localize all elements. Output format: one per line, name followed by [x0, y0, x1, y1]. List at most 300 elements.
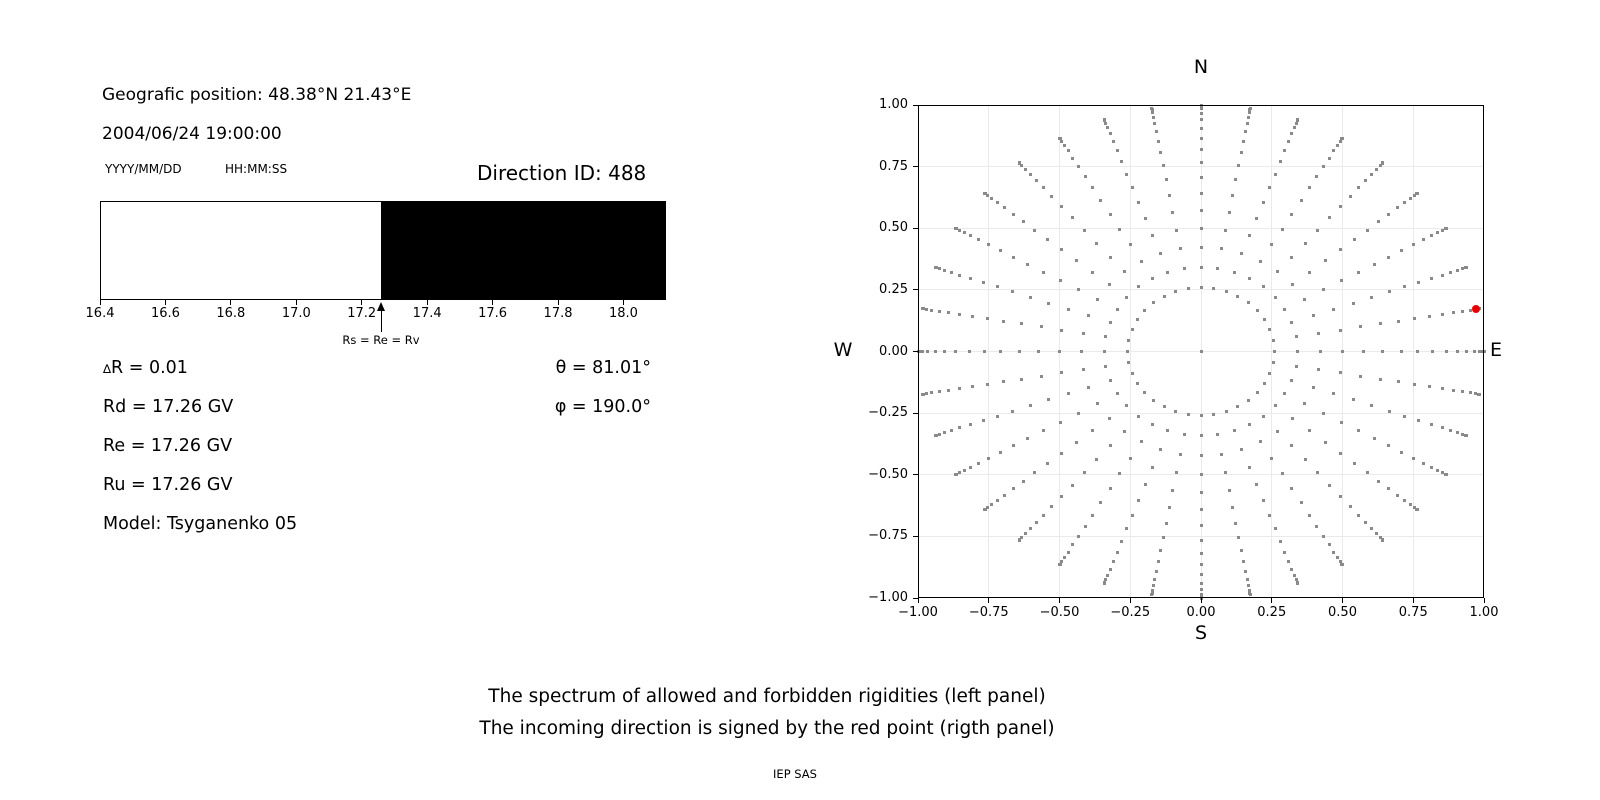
direction-grid-dot [1422, 238, 1425, 241]
direction-grid-dot [1276, 430, 1279, 433]
direction-grid-dot [1428, 315, 1431, 318]
spectrum-x-tick [296, 300, 297, 305]
direction-grid-dot [954, 473, 957, 476]
direction-grid-dot [1071, 157, 1074, 160]
direction-grid-dot [1387, 256, 1390, 259]
direction-grid-dot [1162, 164, 1165, 167]
direction-grid-dot [1029, 173, 1032, 176]
direction-grid-dot [1163, 295, 1166, 298]
re-text: Re = 17.26 GV [103, 436, 233, 456]
direction-grid-dot [1106, 574, 1109, 577]
direction-grid-dot [1248, 423, 1251, 426]
direction-grid-dot [1091, 271, 1094, 274]
direction-grid-dot [1200, 414, 1203, 417]
direction-grid-dot [921, 393, 924, 396]
direction-grid-dot [1322, 165, 1325, 168]
direction-grid-dot [947, 311, 950, 314]
direction-grid-dot [996, 285, 999, 288]
direction-grid-dot [1129, 457, 1132, 460]
direction-grid-dot [1002, 380, 1005, 383]
spectrum-x-tick-label: 16.6 [150, 306, 180, 321]
direction-grid-dot [930, 391, 933, 394]
direction-grid-dot [1397, 380, 1400, 383]
direction-grid-dot [1290, 487, 1293, 490]
direction-grid-dot [1339, 371, 1342, 374]
direction-grid-dot [1381, 350, 1384, 353]
direction-grid-dot [1143, 391, 1146, 394]
direction-grid-dot [1022, 220, 1025, 223]
direction-grid-dot [1026, 437, 1029, 440]
direction-grid-dot [930, 309, 933, 312]
direction-grid-dot [1324, 441, 1327, 444]
direction-grid-dot [1022, 480, 1025, 483]
direction-grid-dot [947, 389, 950, 392]
direction-grid-dot [983, 350, 986, 353]
direction-grid-dot [1396, 494, 1399, 497]
direction-grid-dot [1255, 483, 1258, 486]
direction-grid-dot [1291, 283, 1294, 286]
spectrum-x-tick [558, 300, 559, 305]
direction-y-tick [913, 228, 918, 229]
direction-y-tick-label: −0.75 [868, 528, 908, 544]
direction-grid-dot [1379, 378, 1382, 381]
direction-grid-dot [1483, 350, 1486, 353]
direction-grid-dot [1077, 535, 1080, 538]
direction-grid-dot [1373, 263, 1376, 266]
direction-y-tick [913, 351, 918, 352]
direction-grid-dot [1157, 140, 1160, 143]
direction-y-tick-label: −0.50 [868, 466, 908, 482]
direction-grid-dot [1200, 508, 1203, 511]
direction-grid-dot [1200, 582, 1203, 585]
direction-grid-dot [1375, 168, 1378, 171]
direction-grid-dot [1456, 269, 1459, 272]
direction-grid-dot [1035, 179, 1038, 182]
direction-grid-dot [1152, 116, 1155, 119]
direction-grid-dot [1200, 573, 1203, 576]
direction-grid-dot [1083, 471, 1086, 474]
direction-x-tick [1413, 598, 1414, 603]
direction-grid-dot [1228, 489, 1231, 492]
direction-grid-dot [1029, 404, 1032, 407]
direction-grid-dot [1144, 217, 1147, 220]
direction-grid-dot [1174, 410, 1177, 413]
direction-grid-dot [1290, 213, 1293, 216]
direction-grid-dot [982, 281, 985, 284]
direction-grid-dot [1150, 593, 1153, 596]
direction-grid-dot [1416, 508, 1419, 511]
direction-grid-dot [977, 238, 980, 241]
direction-grid-dot [1125, 173, 1128, 176]
direction-grid-dot [1168, 506, 1171, 509]
direction-grid-dot [1096, 402, 1099, 405]
direction-grid-dot [1047, 398, 1050, 401]
direction-grid-dot [1200, 286, 1203, 289]
direction-grid-dot [1029, 296, 1032, 299]
direction-grid-dot [1020, 378, 1023, 381]
direction-grid-dot [1003, 494, 1006, 497]
direction-grid-dot [1362, 350, 1365, 353]
direction-grid-dot [1168, 194, 1171, 197]
direction-grid-dot [1200, 473, 1203, 476]
direction-grid-dot [1287, 140, 1290, 143]
direction-grid-dot [1236, 295, 1239, 298]
direction-grid-dot [1137, 499, 1140, 502]
direction-grid-dot [1240, 448, 1243, 451]
direction-x-tick-label: 0.00 [1186, 605, 1216, 620]
direction-grid-dot [1129, 243, 1132, 246]
direction-grid-dot [996, 415, 999, 418]
direction-grid-dot [925, 392, 928, 395]
direction-grid-dot [1478, 393, 1481, 396]
direction-grid-dot [1452, 389, 1455, 392]
direction-grid-dot [1357, 514, 1360, 517]
direction-grid-dot [1465, 434, 1468, 437]
direction-grid-dot [1018, 539, 1021, 542]
direction-grid-dot [1159, 252, 1162, 255]
delta-r-value: R = 0.01 [111, 358, 188, 378]
plot-gridline-horizontal [918, 536, 1484, 537]
direction-grid-dot [1430, 466, 1433, 469]
direction-grid-dot [1165, 178, 1168, 181]
direction-grid-dot [1067, 308, 1070, 311]
direction-grid-dot [1430, 234, 1433, 237]
direction-grid-dot [1281, 472, 1284, 475]
direction-grid-dot [1340, 421, 1343, 424]
direction-grid-dot [1200, 137, 1203, 140]
direction-grid-dot [1060, 371, 1063, 374]
direction-grid-dot [1279, 160, 1282, 163]
delta-r-text [103, 358, 188, 378]
direction-grid-dot [1046, 238, 1049, 241]
compass-north-label: N [1193, 56, 1209, 78]
direction-grid-dot [1103, 118, 1106, 121]
spectrum-x-tick [623, 300, 624, 305]
direction-grid-dot [1281, 228, 1284, 231]
direction-grid-dot [938, 390, 941, 393]
direction-grid-dot [1077, 165, 1080, 168]
direction-grid-dot [1136, 382, 1139, 385]
direction-grid-dot [1293, 126, 1296, 129]
direction-grid-dot [1109, 379, 1112, 382]
direction-grid-dot [1067, 551, 1070, 554]
direction-grid-dot [1150, 107, 1153, 110]
direction-grid-dot [1112, 140, 1115, 143]
direction-grid-dot [969, 466, 972, 469]
direction-grid-dot [1240, 252, 1243, 255]
direction-grid-dot [1357, 186, 1360, 189]
direction-grid-dot [1200, 246, 1203, 249]
direction-grid-dot [1290, 379, 1293, 382]
direction-grid-dot [1109, 321, 1112, 324]
direction-grid-dot [1183, 433, 1186, 436]
direction-grid-dot [1436, 231, 1439, 234]
direction-grid-dot [1120, 540, 1123, 543]
direction-grid-dot [1268, 328, 1271, 331]
spectrum-arrow-stem [381, 309, 383, 332]
direction-grid-dot [1137, 285, 1140, 288]
direction-grid-dot [1268, 186, 1271, 189]
direction-grid-dot [943, 269, 946, 272]
direction-grid-dot [1268, 372, 1271, 375]
direction-grid-dot [1249, 593, 1252, 596]
direction-grid-dot [1449, 271, 1452, 274]
direction-grid-dot [1060, 205, 1063, 208]
direction-grid-dot [1381, 539, 1384, 542]
direction-grid-dot [1058, 563, 1061, 566]
direction-grid-dot [986, 317, 989, 320]
direction-grid-dot [969, 234, 972, 237]
direction-grid-dot [934, 434, 937, 437]
direction-y-tick-label: 0.50 [879, 220, 908, 236]
date-format-label: YYYY/MM/DD [105, 162, 182, 176]
direction-grid-dot [1137, 415, 1140, 418]
direction-grid-dot [1290, 256, 1293, 259]
compass-west-label: W [833, 339, 853, 361]
direction-grid-dot [1341, 350, 1344, 353]
direction-grid-dot [1242, 560, 1245, 563]
direction-grid-dot [1381, 161, 1384, 164]
direction-grid-dot [1103, 350, 1106, 353]
direction-grid-dot [1123, 430, 1126, 433]
direction-grid-dot [1063, 144, 1066, 147]
direction-grid-dot [926, 350, 929, 353]
direction-grid-dot [1315, 525, 1318, 528]
direction-grid-dot [958, 313, 961, 316]
direction-grid-dot [1308, 429, 1311, 432]
direction-grid-dot [1273, 350, 1276, 353]
direction-grid-dot [1272, 339, 1275, 342]
direction-grid-dot [1366, 229, 1369, 232]
direction-grid-dot [938, 310, 941, 313]
direction-grid-dot [1011, 290, 1014, 293]
direction-y-tick [913, 474, 918, 475]
direction-grid-dot [1295, 365, 1298, 368]
direction-grid-dot [999, 350, 1002, 353]
direction-grid-dot [1248, 466, 1251, 469]
direction-grid-dot [1296, 582, 1299, 585]
direction-grid-dot [1024, 168, 1027, 171]
direction-grid-dot [1430, 423, 1433, 426]
direction-grid-dot [1071, 484, 1074, 487]
direction-grid-dot [1137, 201, 1140, 204]
direction-x-tick-label: 0.25 [1257, 605, 1287, 620]
direction-grid-dot [1116, 551, 1119, 554]
direction-grid-dot [1131, 328, 1134, 331]
direction-grid-dot [1155, 570, 1158, 573]
direction-grid-dot [1152, 399, 1155, 402]
direction-grid-dot [1050, 195, 1053, 198]
direction-grid-dot [1091, 429, 1094, 432]
direction-x-tick [988, 598, 989, 603]
direction-grid-dot [1200, 112, 1203, 115]
direction-grid-dot [1131, 186, 1134, 189]
direction-grid-dot [1339, 452, 1342, 455]
direction-grid-dot [1317, 368, 1320, 371]
direction-grid-dot [1166, 429, 1169, 432]
direction-grid-dot [1216, 433, 1219, 436]
direction-grid-dot [1296, 118, 1299, 121]
direction-grid-dot [1060, 452, 1063, 455]
direction-grid-dot [1312, 314, 1315, 317]
direction-grid-dot [1403, 285, 1406, 288]
direction-grid-dot [1274, 404, 1277, 407]
direction-x-tick [918, 598, 919, 603]
direction-grid-dot [1422, 462, 1425, 465]
direction-grid-dot [1300, 199, 1303, 202]
direction-grid-dot [1200, 539, 1203, 542]
direction-grid-dot [925, 308, 928, 311]
direction-grid-dot [1296, 350, 1299, 353]
direction-x-tick-label: −0.25 [1110, 605, 1151, 620]
direction-grid-dot [1377, 220, 1380, 223]
direction-grid-dot [1200, 552, 1203, 555]
direction-grid-dot [1465, 350, 1468, 353]
direction-grid-dot [996, 499, 999, 502]
direction-grid-dot [1225, 410, 1228, 413]
spectrum-x-tick-label: 17.4 [412, 306, 442, 321]
direction-grid-dot [1220, 247, 1223, 250]
direction-grid-dot [1236, 405, 1239, 408]
direction-grid-dot [990, 503, 993, 506]
direction-grid-dot [954, 227, 957, 230]
spectrum-x-tick [165, 300, 166, 305]
direction-grid-dot [958, 229, 961, 232]
direction-grid-dot [1322, 412, 1325, 415]
direction-grid-dot [1116, 149, 1119, 152]
direction-grid-dot [1290, 444, 1293, 447]
direction-grid-dot [982, 419, 985, 422]
direction-grid-dot [1364, 521, 1367, 524]
direction-grid-dot [968, 350, 971, 353]
direction-grid-dot [1140, 260, 1143, 263]
direction-grid-dot [1200, 524, 1203, 527]
direction-y-tick [913, 598, 918, 599]
direction-grid-dot [1259, 440, 1262, 443]
direction-grid-dot [1291, 417, 1294, 420]
direction-grid-dot [1328, 484, 1331, 487]
direction-x-tick-label: 0.50 [1328, 605, 1357, 620]
direction-grid-dot [1144, 483, 1147, 486]
direction-grid-dot [1317, 332, 1320, 335]
direction-grid-dot [1461, 310, 1464, 313]
credit-text: IEP SAS [773, 767, 817, 781]
direction-grid-dot [1075, 441, 1078, 444]
direction-grid-dot [1473, 350, 1476, 353]
direction-x-tick [1059, 598, 1060, 603]
direction-grid-dot [1441, 426, 1444, 429]
direction-grid-dot [1328, 543, 1331, 546]
direction-grid-dot [1131, 372, 1134, 375]
direction-grid-dot [1060, 495, 1063, 498]
direction-grid-dot [1151, 111, 1154, 114]
direction-grid-dot [1060, 248, 1063, 251]
direction-x-tick-label: −0.50 [1039, 605, 1080, 620]
spectrum-x-tick-label: 16.4 [85, 306, 115, 321]
direction-grid-dot [999, 249, 1002, 252]
spectrum-segment-allowed [100, 201, 381, 300]
direction-grid-dot [1249, 107, 1252, 110]
direction-grid-dot [969, 423, 972, 426]
direction-x-tick-label: 0.75 [1398, 605, 1428, 620]
direction-grid-dot [1108, 283, 1111, 286]
direction-grid-dot [1308, 514, 1311, 517]
direction-y-tick [913, 105, 918, 106]
direction-grid-dot [1377, 480, 1380, 483]
direction-grid-dot [1247, 116, 1250, 119]
direction-grid-dot [1024, 532, 1027, 535]
direction-grid-dot [1315, 175, 1318, 178]
direction-grid-dot [1035, 521, 1038, 524]
direction-grid-dot [1272, 361, 1275, 364]
direction-grid-dot [1247, 399, 1250, 402]
direction-grid-dot [1187, 413, 1190, 416]
direction-grid-dot [1290, 321, 1293, 324]
direction-grid-dot [1352, 302, 1355, 305]
direction-grid-dot [1303, 402, 1306, 405]
direction-grid-dot [1087, 314, 1090, 317]
delta-symbol: ∆ [103, 362, 112, 376]
direction-grid-dot [1340, 279, 1343, 282]
direction-y-tick [913, 289, 918, 290]
direction-grid-dot [1445, 473, 1448, 476]
direction-grid-dot [1262, 499, 1265, 502]
direction-grid-dot [977, 462, 980, 465]
spectrum-x-tick [492, 300, 493, 305]
direction-grid-dot [1270, 457, 1273, 460]
direction-grid-dot [1096, 298, 1099, 301]
direction-grid-dot [1276, 270, 1279, 273]
direction-grid-dot [1042, 429, 1045, 432]
direction-grid-dot [1259, 260, 1262, 263]
direction-grid-dot [1349, 505, 1352, 508]
direction-x-tick [1342, 598, 1343, 603]
direction-grid-dot [1263, 318, 1266, 321]
direction-grid-dot [1370, 173, 1373, 176]
direction-grid-dot [1047, 302, 1050, 305]
direction-grid-dot [1430, 277, 1433, 280]
direction-grid-dot [1283, 308, 1286, 311]
direction-grid-dot [1099, 199, 1102, 202]
direction-grid-dot [1127, 339, 1130, 342]
direction-grid-dot [1417, 419, 1420, 422]
direction-grid-dot [1412, 243, 1415, 246]
direction-grid-dot [1413, 317, 1416, 320]
direction-grid-dot [1106, 126, 1109, 129]
direction-grid-dot [1200, 588, 1203, 591]
direction-grid-dot [958, 426, 961, 429]
direction-grid-dot [1159, 549, 1162, 552]
spectrum-x-tick-label: 18.0 [608, 306, 638, 321]
direction-grid-dot [971, 315, 974, 318]
direction-grid-dot [1171, 489, 1174, 492]
time-format-label: HH:MM:SS [225, 162, 288, 176]
direction-grid-dot [943, 350, 946, 353]
direction-grid-dot [1274, 527, 1277, 530]
direction-grid-dot [1465, 266, 1468, 269]
direction-grid-dot [1125, 404, 1128, 407]
direction-grid-dot [1123, 270, 1126, 273]
direction-grid-dot [1200, 104, 1203, 107]
direction-grid-dot [1059, 279, 1062, 282]
direction-grid-dot [1152, 301, 1155, 304]
direction-y-tick [913, 166, 918, 167]
direction-grid-dot [1108, 417, 1111, 420]
direction-grid-dot [1067, 392, 1070, 395]
direction-grid-dot [1304, 458, 1307, 461]
direction-grid-dot [1417, 281, 1420, 284]
direction-grid-dot [1200, 350, 1203, 353]
